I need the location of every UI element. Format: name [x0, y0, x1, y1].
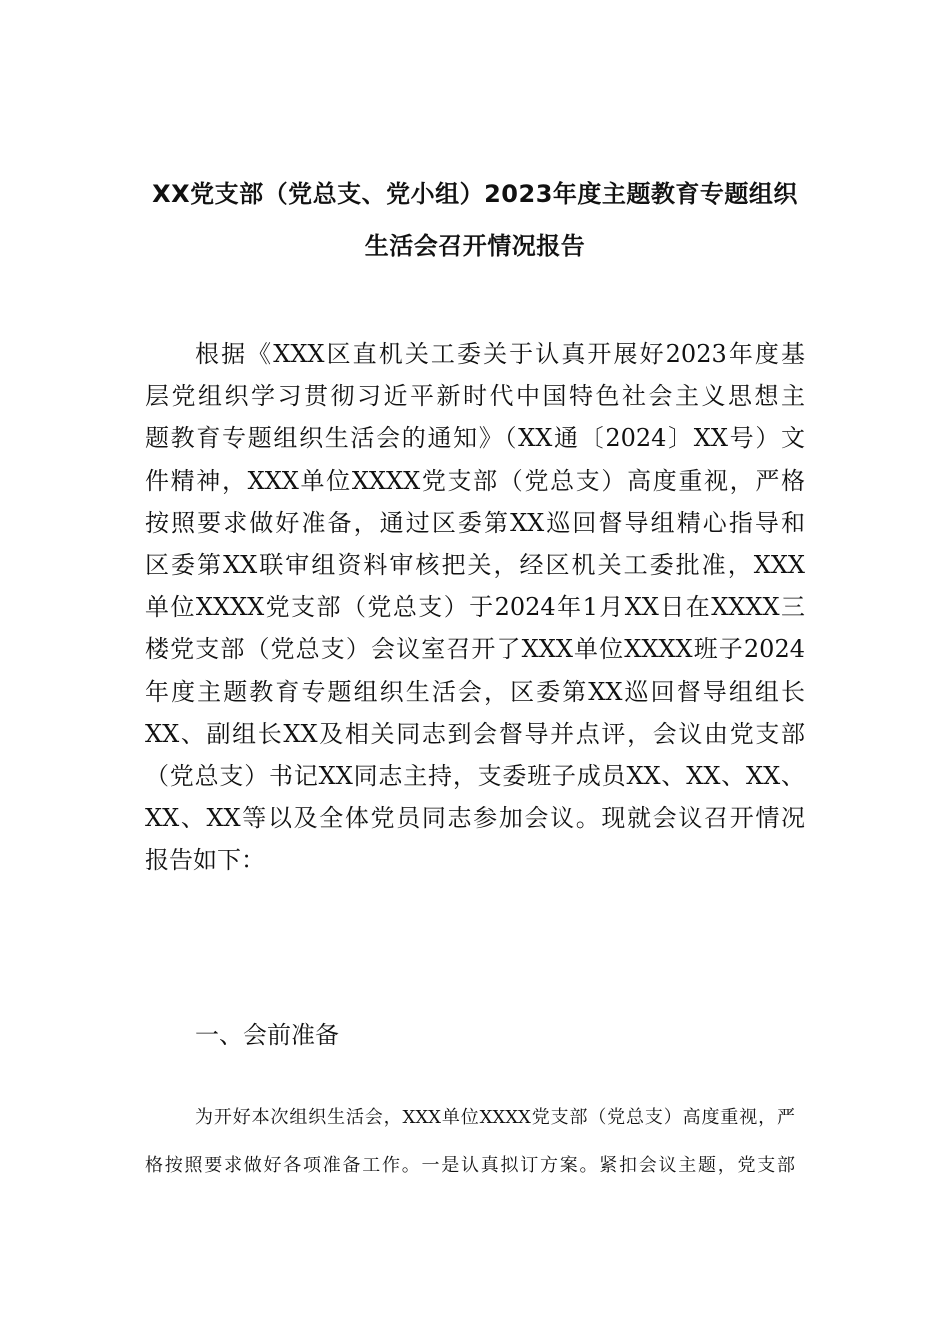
paragraph-line: 区委第XX联审组资料审核把关，经区机关工委批准，XXX	[145, 551, 805, 580]
paragraph-line: 题教育专题组织生活会的通知》（XX通〔2024〕XX号）文	[145, 424, 805, 453]
intro-paragraph	[145, 333, 805, 882]
paragraph-line: XX、副组长XX及相关同志到会督导并点评，会议由党支部	[145, 719, 805, 748]
paragraph-line: 年度主题教育专题组织生活会，区委第XX巡回督导组组长	[145, 677, 805, 706]
title-line-1: XX党支部（党总支、党小组）2023年度主题教育专题组织	[152, 180, 798, 208]
paragraph-line: 根据《XXX区直机关工委关于认真开展好2023年度基	[195, 340, 805, 368]
paragraph-line: 层党组织学习贯彻习近平新时代中国特色社会主义思想主	[145, 382, 805, 411]
paragraph-line: 报告如下：	[145, 846, 265, 875]
paragraph-line: 为开好本次组织生活会，XXX单位XXXX党支部（党总支）高度重视，严	[195, 1107, 795, 1128]
section-heading-preparation: 一、会前准备	[195, 1021, 339, 1049]
paragraph-line: 单位XXXX党支部（党总支）于2024年1月XX日在XXXX三	[145, 593, 805, 622]
paragraph-line: 按照要求做好准备，通过区委第XX巡回督导组精心指导和	[145, 508, 805, 537]
document-title	[120, 168, 830, 272]
section-1-paragraph	[145, 1094, 795, 1190]
paragraph-line: XX、XX等以及全体党员同志参加会议。现就会议召开情况	[145, 804, 805, 833]
paragraph-line: 楼党支部（党总支）会议室召开了XXX单位XXXX班子2024	[145, 635, 805, 664]
title-line-2: 生活会召开情况报告	[364, 232, 586, 260]
paragraph-line: 格按照要求做好各项准备工作。一是认真拟订方案。紧扣会议主题，党支部	[145, 1155, 795, 1176]
paragraph-line: （党总支）书记XX同志主持，支委班子成员XX、XX、XX、	[145, 762, 805, 791]
paragraph-line: 件精神，XXX单位XXXX党支部（党总支）高度重视，严格	[145, 466, 805, 495]
